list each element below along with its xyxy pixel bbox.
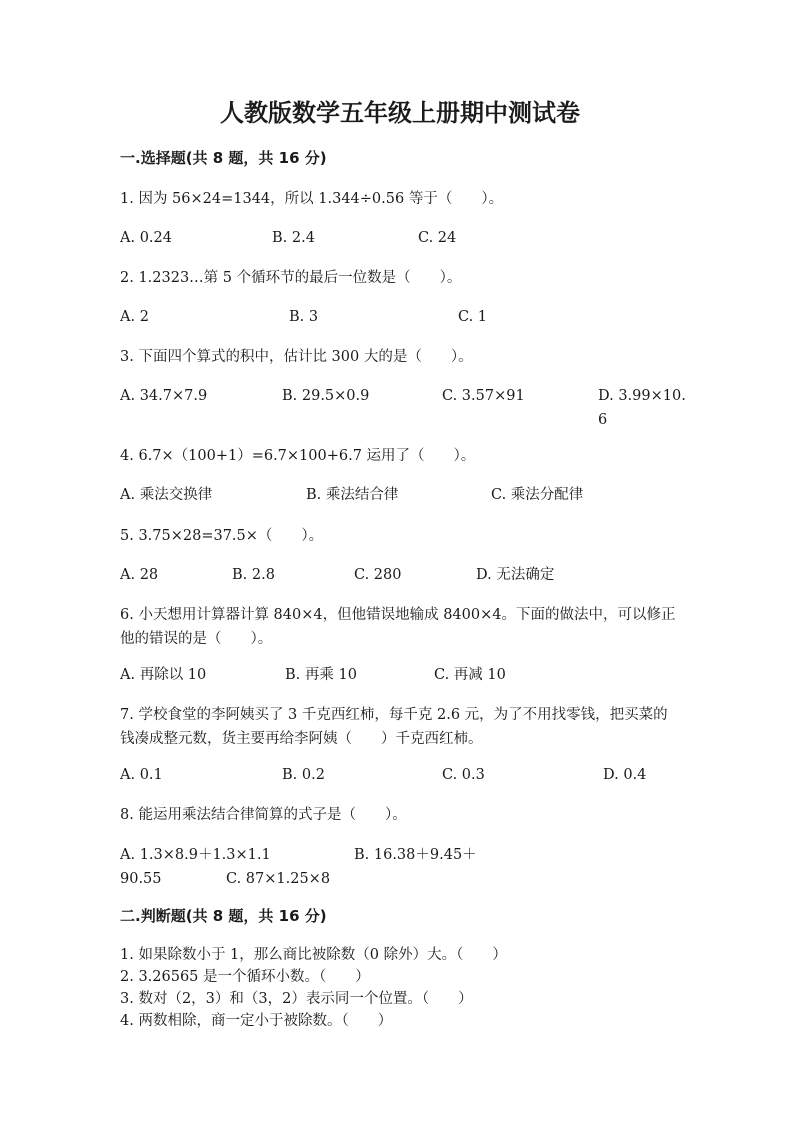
- option-d: D. 0.4: [603, 767, 647, 783]
- option-a: A. 0.24: [120, 230, 172, 246]
- question-1-options: [120, 226, 695, 250]
- question-5-options: [120, 563, 695, 587]
- page-title: 人教版数学五年级上册期中测试卷: [220, 99, 580, 127]
- option-c: C. 24: [418, 230, 457, 246]
- option-b: B. 再乘 10: [285, 667, 357, 683]
- option-b-line1: B. 16.38＋9.45＋: [354, 847, 477, 863]
- question-6-stem: 6. 小天想用计算器计算 840×4，但他错误地输成 8400×4。下面的做法中，可以修正他的错误的是（ ）。: [120, 607, 676, 647]
- question-6-options: [120, 663, 695, 687]
- option-c: C. 280: [354, 567, 402, 583]
- question-8-stem: 8. 能运用乘法结合律简算的式子是（ ）。: [120, 807, 407, 823]
- judge-question-2: 2. 3.26565 是一个循环小数。（ ）: [120, 969, 370, 985]
- section-heading-choice: 一.选择题(共 8 题，共 16 分): [120, 149, 327, 167]
- option-d: D. 无法确定: [476, 567, 555, 583]
- option-a: A. 2: [120, 309, 149, 325]
- option-b: B. 0.2: [282, 767, 325, 783]
- option-c: C. 3.57×91: [442, 388, 525, 404]
- judge-question-1: 1. 如果除数小于 1，那么商比被除数（0 除外）大。（ ）: [120, 947, 507, 963]
- option-b: B. 乘法结合律: [306, 487, 399, 503]
- section-heading-judge: 二.判断题(共 8 题，共 16 分): [120, 907, 327, 925]
- option-a: A. 1.3×8.9＋1.3×1.1: [120, 847, 271, 863]
- option-a: A. 再除以 10: [120, 667, 207, 683]
- option-a: A. 乘法交换律: [120, 487, 213, 503]
- option-c: C. 乘法分配律: [491, 487, 584, 503]
- option-c: C. 1: [458, 309, 488, 325]
- question-3-options: [120, 384, 695, 432]
- judge-question-3: 3. 数对（2，3）和（3，2）表示同一个位置。（ ）: [120, 991, 473, 1007]
- judge-question-4: 4. 两数相除，商一定小于被除数。（ ）: [120, 1013, 393, 1029]
- option-b: B. 29.5×0.9: [282, 388, 370, 404]
- option-b: B. 2.4: [272, 230, 315, 246]
- question-2-stem: 2. 1.2323…第 5 个循环节的最后一位数是（ ）。: [120, 270, 462, 286]
- question-3-stem: 3. 下面四个算式的积中，估计比 300 大的是（ ）。: [120, 349, 473, 365]
- question-7-stem: 7. 学校食堂的李阿姨买了 3 千克西红柿，每千克 2.6 元，为了不用找零钱，把买菜的钱凑成整元数，货主要再给李阿姨（ ）千克西红柿。: [120, 707, 668, 747]
- question-4-options: [120, 483, 695, 507]
- option-b: B. 2.8: [232, 567, 275, 583]
- option-c: C. 0.3: [442, 767, 485, 783]
- question-4-stem: 4. 6.7×（100+1）=6.7×100+6.7 运用了（ ）。: [120, 448, 476, 464]
- option-a: A. 34.7×7.9: [120, 388, 208, 404]
- question-2-options: [120, 305, 695, 329]
- question-5-stem: 5. 3.75×28=37.5×（ ）。: [120, 528, 324, 544]
- option-d: D. 3.99×10.6: [598, 388, 686, 428]
- option-c: C. 再减 10: [434, 667, 506, 683]
- option-c: C. 87×1.25×8: [226, 871, 331, 887]
- question-7-options: [120, 763, 695, 787]
- option-a: A. 28: [120, 567, 159, 583]
- question-8-options: [120, 843, 695, 891]
- option-b: B. 3: [289, 309, 319, 325]
- question-1-stem: 1. 因为 56×24=1344，所以 1.344÷0.56 等于（ ）。: [120, 191, 504, 207]
- option-b-line2: 90.55: [120, 871, 162, 887]
- option-a: A. 0.1: [120, 767, 163, 783]
